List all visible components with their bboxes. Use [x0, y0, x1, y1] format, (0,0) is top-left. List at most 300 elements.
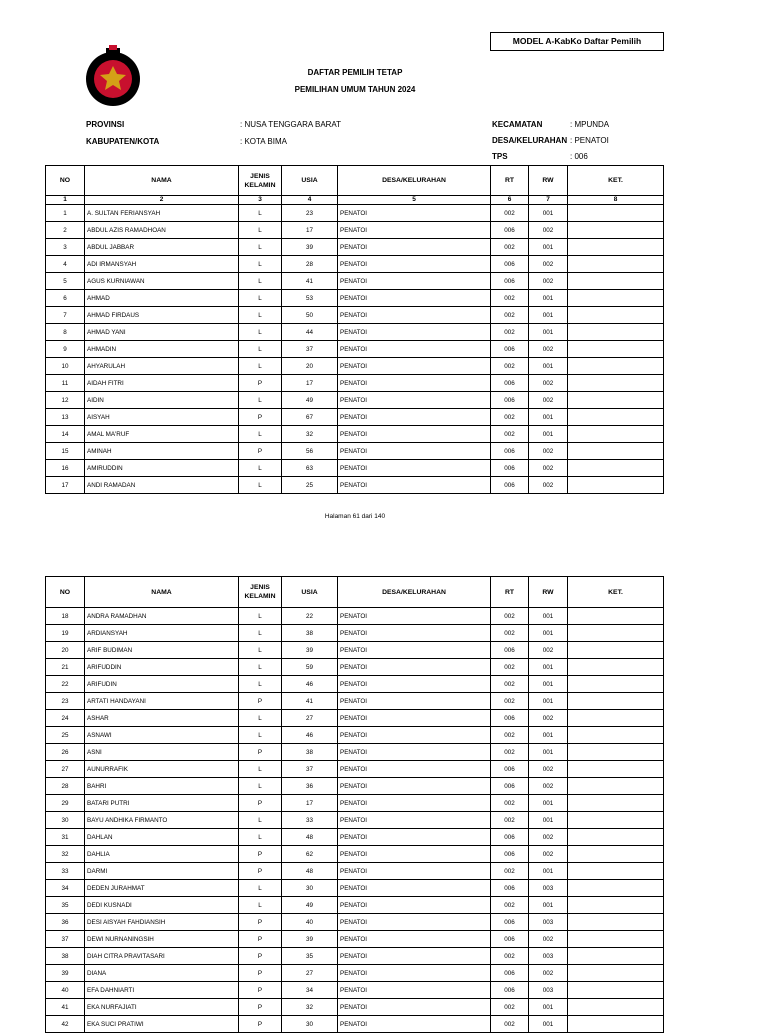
- cell-ket: [568, 273, 664, 290]
- cell-jenis-kelamin: P: [239, 744, 282, 761]
- header-no: NO: [46, 577, 85, 608]
- cell-no: 30: [46, 812, 85, 829]
- cell-usia: 63: [282, 460, 338, 477]
- kabkota-label: KABUPATEN/KOTA: [86, 137, 160, 146]
- cell-ket: [568, 795, 664, 812]
- cell-no: 20: [46, 642, 85, 659]
- cell-ket: [568, 676, 664, 693]
- cell-rt: 006: [491, 460, 529, 477]
- cell-ket: [568, 693, 664, 710]
- table-row: [46, 1016, 664, 1033]
- cell-rw: 001: [529, 812, 568, 829]
- cell-ket: [568, 982, 664, 999]
- cell-jenis-kelamin: L: [239, 659, 282, 676]
- cell-jenis-kelamin: L: [239, 324, 282, 341]
- cell-rt: 006: [491, 778, 529, 795]
- cell-desa: PENATOI: [338, 710, 491, 727]
- cell-desa: PENATOI: [338, 205, 491, 222]
- cell-nama: ABDUL AZIS RAMADHOAN: [85, 222, 239, 239]
- cell-rw: 001: [529, 897, 568, 914]
- cell-jenis-kelamin: P: [239, 965, 282, 982]
- cell-rw: 003: [529, 914, 568, 931]
- cell-jenis-kelamin: L: [239, 642, 282, 659]
- cell-rw: 002: [529, 710, 568, 727]
- cell-usia: 46: [282, 676, 338, 693]
- cell-ket: [568, 358, 664, 375]
- cell-rt: 002: [491, 863, 529, 880]
- cell-nama: AHYARULAH: [85, 358, 239, 375]
- cell-rw: 001: [529, 727, 568, 744]
- cell-desa: PENATOI: [338, 324, 491, 341]
- table-row: [46, 863, 664, 880]
- cell-ket: [568, 443, 664, 460]
- cell-desa: PENATOI: [338, 727, 491, 744]
- cell-nama: ARIF BUDIMAN: [85, 642, 239, 659]
- kpu-logo: [84, 44, 142, 110]
- cell-no: 39: [46, 965, 85, 982]
- cell-ket: [568, 426, 664, 443]
- cell-ket: [568, 341, 664, 358]
- cell-nama: ANDI RAMADAN: [85, 477, 239, 494]
- tps-label: TPS: [492, 152, 508, 161]
- table-row: [46, 205, 664, 222]
- cell-desa: PENATOI: [338, 914, 491, 931]
- cell-jenis-kelamin: L: [239, 205, 282, 222]
- table-row: [46, 948, 664, 965]
- table-row: [46, 642, 664, 659]
- table-row: [46, 608, 664, 625]
- cell-jenis-kelamin: L: [239, 392, 282, 409]
- cell-jenis-kelamin: P: [239, 914, 282, 931]
- cell-rt: 006: [491, 341, 529, 358]
- cell-usia: 49: [282, 392, 338, 409]
- cell-usia: 48: [282, 863, 338, 880]
- cell-jenis-kelamin: L: [239, 358, 282, 375]
- table-row: [46, 443, 664, 460]
- cell-desa: PENATOI: [338, 460, 491, 477]
- cell-nama: AIDIN: [85, 392, 239, 409]
- header-rt: RT: [491, 166, 529, 196]
- cell-jenis-kelamin: L: [239, 812, 282, 829]
- cell-rw: 001: [529, 744, 568, 761]
- cell-rt: 006: [491, 880, 529, 897]
- cell-nama: ANDRA RAMADHAN: [85, 608, 239, 625]
- cell-rt: 006: [491, 761, 529, 778]
- cell-no: 14: [46, 426, 85, 443]
- cell-no: 31: [46, 829, 85, 846]
- cell-usia: 27: [282, 710, 338, 727]
- cell-nama: BATARI PUTRI: [85, 795, 239, 812]
- cell-rw: 001: [529, 239, 568, 256]
- cell-nama: ARDIANSYAH: [85, 625, 239, 642]
- cell-desa: PENATOI: [338, 625, 491, 642]
- cell-rw: 001: [529, 324, 568, 341]
- cell-usia: 41: [282, 273, 338, 290]
- kecamatan-value: : MPUNDA: [570, 120, 610, 129]
- cell-rt: 002: [491, 426, 529, 443]
- cell-jenis-kelamin: P: [239, 948, 282, 965]
- cell-jenis-kelamin: L: [239, 307, 282, 324]
- table-row: [46, 625, 664, 642]
- cell-rt: 006: [491, 914, 529, 931]
- cell-rt: 006: [491, 846, 529, 863]
- cell-jenis-kelamin: L: [239, 239, 282, 256]
- cell-no: 25: [46, 727, 85, 744]
- cell-usia: 37: [282, 761, 338, 778]
- cell-rw: 002: [529, 341, 568, 358]
- cell-rt: 006: [491, 392, 529, 409]
- cell-nama: DARMI: [85, 863, 239, 880]
- table-row: [46, 880, 664, 897]
- cell-usia: 23: [282, 205, 338, 222]
- table-row: [46, 761, 664, 778]
- header-usia: USIA: [282, 577, 338, 608]
- cell-nama: AHMADIN: [85, 341, 239, 358]
- table-row: [46, 812, 664, 829]
- cell-rw: 001: [529, 693, 568, 710]
- cell-no: 33: [46, 863, 85, 880]
- header-nama: NAMA: [85, 577, 239, 608]
- cell-no: 2: [46, 222, 85, 239]
- cell-rt: 002: [491, 409, 529, 426]
- cell-desa: PENATOI: [338, 880, 491, 897]
- cell-nama: AMAL MA'RUF: [85, 426, 239, 443]
- cell-jenis-kelamin: L: [239, 710, 282, 727]
- cell-rt: 006: [491, 829, 529, 846]
- cell-jenis-kelamin: P: [239, 1016, 282, 1033]
- table-row: [46, 727, 664, 744]
- header-ket: KET.: [568, 577, 664, 608]
- cell-ket: [568, 307, 664, 324]
- cell-desa: PENATOI: [338, 392, 491, 409]
- header-rw: RW: [529, 577, 568, 608]
- cell-rw: 002: [529, 443, 568, 460]
- cell-jenis-kelamin: L: [239, 778, 282, 795]
- cell-ket: [568, 375, 664, 392]
- cell-rw: 001: [529, 795, 568, 812]
- table-row: [46, 965, 664, 982]
- cell-ket: [568, 846, 664, 863]
- cell-rw: 002: [529, 846, 568, 863]
- cell-usia: 50: [282, 307, 338, 324]
- cell-nama: DEDI KUSNADI: [85, 897, 239, 914]
- cell-usia: 37: [282, 341, 338, 358]
- cell-desa: PENATOI: [338, 846, 491, 863]
- cell-no: 5: [46, 273, 85, 290]
- cell-nama: AUNURRAFIK: [85, 761, 239, 778]
- cell-jenis-kelamin: P: [239, 693, 282, 710]
- cell-desa: PENATOI: [338, 256, 491, 273]
- cell-rw: 001: [529, 676, 568, 693]
- cell-desa: PENATOI: [338, 358, 491, 375]
- tps-value: : 006: [570, 152, 588, 161]
- cell-jenis-kelamin: P: [239, 409, 282, 426]
- cell-desa: PENATOI: [338, 307, 491, 324]
- cell-jenis-kelamin: P: [239, 863, 282, 880]
- table-row: [46, 829, 664, 846]
- cell-no: 6: [46, 290, 85, 307]
- cell-no: 27: [46, 761, 85, 778]
- cell-desa: PENATOI: [338, 273, 491, 290]
- cell-nama: DEDEN JURAHMAT: [85, 880, 239, 897]
- page-footer: Halaman 61 dari 140: [324, 513, 386, 520]
- cell-no: 8: [46, 324, 85, 341]
- table-row: [46, 341, 664, 358]
- cell-desa: PENATOI: [338, 659, 491, 676]
- table-row: [46, 222, 664, 239]
- kecamatan-label: KECAMATAN: [492, 120, 543, 129]
- cell-desa: PENATOI: [338, 965, 491, 982]
- table-row: [46, 409, 664, 426]
- cell-ket: [568, 778, 664, 795]
- kabkota-value: : KOTA BIMA: [240, 137, 287, 146]
- cell-desa: PENATOI: [338, 676, 491, 693]
- table-row: [46, 931, 664, 948]
- cell-rt: 006: [491, 273, 529, 290]
- cell-ket: [568, 710, 664, 727]
- cell-jenis-kelamin: P: [239, 931, 282, 948]
- cell-usia: 62: [282, 846, 338, 863]
- table-row: [46, 710, 664, 727]
- cell-nama: DIAH CITRA PRAVITASARI: [85, 948, 239, 965]
- cell-nama: DESI AISYAH FAHDIANSIH: [85, 914, 239, 931]
- cell-rw: 001: [529, 608, 568, 625]
- cell-ket: [568, 761, 664, 778]
- table-row: [46, 693, 664, 710]
- cell-rt: 002: [491, 205, 529, 222]
- cell-usia: 56: [282, 443, 338, 460]
- cell-rt: 002: [491, 693, 529, 710]
- cell-ket: [568, 608, 664, 625]
- cell-rw: 002: [529, 273, 568, 290]
- cell-no: 24: [46, 710, 85, 727]
- cell-nama: ASHAR: [85, 710, 239, 727]
- voter-table-page-62: [45, 576, 664, 1033]
- cell-rt: 006: [491, 375, 529, 392]
- cell-no: 13: [46, 409, 85, 426]
- cell-desa: PENATOI: [338, 693, 491, 710]
- cell-usia: 39: [282, 931, 338, 948]
- cell-ket: [568, 744, 664, 761]
- cell-rw: 002: [529, 642, 568, 659]
- table-row: [46, 290, 664, 307]
- cell-usia: 28: [282, 256, 338, 273]
- cell-usia: 36: [282, 778, 338, 795]
- cell-no: 3: [46, 239, 85, 256]
- cell-desa: PENATOI: [338, 290, 491, 307]
- cell-rw: 001: [529, 205, 568, 222]
- cell-jenis-kelamin: L: [239, 477, 282, 494]
- cell-ket: [568, 727, 664, 744]
- cell-ket: [568, 931, 664, 948]
- cell-desa: PENATOI: [338, 1016, 491, 1033]
- cell-ket: [568, 460, 664, 477]
- cell-rt: 002: [491, 812, 529, 829]
- cell-jenis-kelamin: L: [239, 256, 282, 273]
- cell-jenis-kelamin: L: [239, 608, 282, 625]
- cell-no: 4: [46, 256, 85, 273]
- cell-ket: [568, 897, 664, 914]
- cell-nama: DIANA: [85, 965, 239, 982]
- cell-rt: 002: [491, 307, 529, 324]
- cell-ket: [568, 392, 664, 409]
- header-no: NO: [46, 166, 85, 196]
- cell-usia: 44: [282, 324, 338, 341]
- cell-rw: 001: [529, 290, 568, 307]
- cell-ket: [568, 659, 664, 676]
- cell-jenis-kelamin: L: [239, 897, 282, 914]
- cell-rt: 006: [491, 222, 529, 239]
- cell-rw: 002: [529, 778, 568, 795]
- cell-rt: 002: [491, 358, 529, 375]
- cell-desa: PENATOI: [338, 477, 491, 494]
- cell-jenis-kelamin: P: [239, 982, 282, 999]
- table-row: [46, 999, 664, 1016]
- header-rt: RT: [491, 577, 529, 608]
- cell-usia: 17: [282, 375, 338, 392]
- cell-rw: 001: [529, 409, 568, 426]
- cell-nama: DAHLIA: [85, 846, 239, 863]
- cell-jenis-kelamin: L: [239, 727, 282, 744]
- cell-no: 28: [46, 778, 85, 795]
- header-desa: DESA/KELURAHAN: [338, 166, 491, 196]
- cell-jenis-kelamin: L: [239, 460, 282, 477]
- header-rw: RW: [529, 166, 568, 196]
- cell-rt: 006: [491, 642, 529, 659]
- cell-usia: 53: [282, 290, 338, 307]
- cell-usia: 41: [282, 693, 338, 710]
- header-ket: KET.: [568, 166, 664, 196]
- cell-usia: 49: [282, 897, 338, 914]
- cell-usia: 20: [282, 358, 338, 375]
- table-row: [46, 358, 664, 375]
- cell-rt: 002: [491, 676, 529, 693]
- cell-usia: 27: [282, 965, 338, 982]
- cell-ket: [568, 409, 664, 426]
- document-title: DAFTAR PEMILIH TETAP: [307, 68, 403, 77]
- cell-nama: BAYU ANDHIKA FIRMANTO: [85, 812, 239, 829]
- cell-rw: 001: [529, 999, 568, 1016]
- cell-ket: [568, 324, 664, 341]
- table-row: [46, 676, 664, 693]
- table-row: [46, 460, 664, 477]
- table-row: [46, 914, 664, 931]
- cell-usia: 38: [282, 625, 338, 642]
- cell-jenis-kelamin: P: [239, 375, 282, 392]
- cell-no: 7: [46, 307, 85, 324]
- cell-nama: AHMAD FIRDAUS: [85, 307, 239, 324]
- cell-desa: PENATOI: [338, 897, 491, 914]
- cell-rt: 002: [491, 239, 529, 256]
- cell-no: 15: [46, 443, 85, 460]
- cell-no: 1: [46, 205, 85, 222]
- cell-nama: AGUS KURNIAWAN: [85, 273, 239, 290]
- cell-usia: 59: [282, 659, 338, 676]
- cell-desa: PENATOI: [338, 341, 491, 358]
- header-usia: USIA: [282, 166, 338, 196]
- cell-desa: PENATOI: [338, 999, 491, 1016]
- cell-jenis-kelamin: L: [239, 426, 282, 443]
- cell-no: 21: [46, 659, 85, 676]
- cell-ket: [568, 880, 664, 897]
- cell-nama: ARIFUDDIN: [85, 659, 239, 676]
- table-row: [46, 239, 664, 256]
- cell-desa: PENATOI: [338, 642, 491, 659]
- cell-desa: PENATOI: [338, 761, 491, 778]
- cell-desa: PENATOI: [338, 812, 491, 829]
- cell-jenis-kelamin: P: [239, 846, 282, 863]
- provinsi-label: PROVINSI: [86, 120, 125, 129]
- cell-desa: PENATOI: [338, 426, 491, 443]
- cell-no: 34: [46, 880, 85, 897]
- cell-no: 29: [46, 795, 85, 812]
- cell-nama: ARTATI HANDAYANI: [85, 693, 239, 710]
- cell-ket: [568, 290, 664, 307]
- cell-no: 11: [46, 375, 85, 392]
- cell-rw: 003: [529, 880, 568, 897]
- cell-jenis-kelamin: L: [239, 676, 282, 693]
- cell-ket: [568, 477, 664, 494]
- cell-nama: EKA SUCI PRATIWI: [85, 1016, 239, 1033]
- cell-no: 10: [46, 358, 85, 375]
- cell-no: 23: [46, 693, 85, 710]
- cell-desa: PENATOI: [338, 778, 491, 795]
- cell-rw: 002: [529, 460, 568, 477]
- cell-desa: PENATOI: [338, 443, 491, 460]
- cell-jenis-kelamin: P: [239, 795, 282, 812]
- cell-rw: 001: [529, 659, 568, 676]
- cell-no: 41: [46, 999, 85, 1016]
- cell-desa: PENATOI: [338, 744, 491, 761]
- cell-usia: 17: [282, 222, 338, 239]
- cell-no: 42: [46, 1016, 85, 1033]
- cell-nama: AIDAH FITRI: [85, 375, 239, 392]
- cell-no: 35: [46, 897, 85, 914]
- table-row: [46, 982, 664, 999]
- cell-usia: 22: [282, 608, 338, 625]
- cell-desa: PENATOI: [338, 829, 491, 846]
- cell-rt: 002: [491, 608, 529, 625]
- table-row: [46, 477, 664, 494]
- voter-table-page-61: [45, 165, 664, 494]
- cell-rt: 006: [491, 982, 529, 999]
- cell-ket: [568, 205, 664, 222]
- cell-rw: 002: [529, 931, 568, 948]
- desa-value: : PENATOI: [570, 136, 609, 145]
- cell-rt: 006: [491, 965, 529, 982]
- cell-rt: 006: [491, 256, 529, 273]
- cell-rt: 002: [491, 897, 529, 914]
- cell-rt: 006: [491, 443, 529, 460]
- cell-desa: PENATOI: [338, 222, 491, 239]
- form-model-label: MODEL A-KabKo Daftar Pemilih: [490, 32, 664, 51]
- cell-desa: PENATOI: [338, 239, 491, 256]
- table-row: [46, 426, 664, 443]
- cell-nama: AMIRUDDIN: [85, 460, 239, 477]
- cell-nama: DAHLAN: [85, 829, 239, 846]
- cell-desa: PENATOI: [338, 863, 491, 880]
- cell-desa: PENATOI: [338, 608, 491, 625]
- cell-ket: [568, 965, 664, 982]
- desa-label: DESA/KELURAHAN: [492, 136, 568, 145]
- document-subtitle: PEMILIHAN UMUM TAHUN 2024: [294, 85, 416, 94]
- cell-nama: EFA DAHNIARTI: [85, 982, 239, 999]
- table-row: [46, 256, 664, 273]
- cell-rt: 002: [491, 290, 529, 307]
- cell-usia: 46: [282, 727, 338, 744]
- cell-ket: [568, 222, 664, 239]
- cell-ket: [568, 625, 664, 642]
